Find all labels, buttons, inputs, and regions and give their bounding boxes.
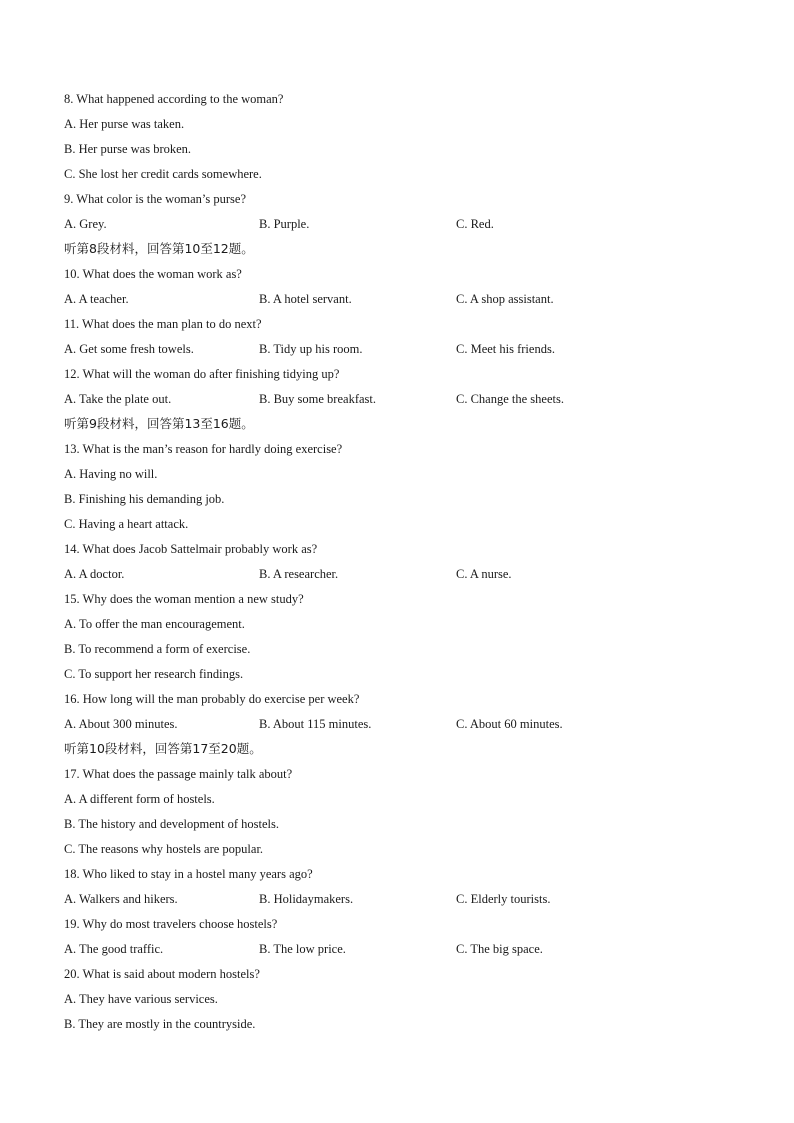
- question-10-option-a: A. A teacher.: [64, 292, 129, 306]
- question-16-option-a: A. About 300 minutes.: [64, 717, 178, 731]
- question-12-options: [64, 389, 744, 414]
- section-10-instruction: 听第10段材料，回答第17至20题。: [64, 741, 262, 756]
- question-16-option-c: C. About 60 minutes.: [456, 717, 563, 731]
- question-12-option-b: B. Buy some breakfast.: [259, 392, 376, 406]
- question-15-option-a: A. To offer the man encouragement.: [64, 617, 245, 631]
- question-11-option-b: B. Tidy up his room.: [259, 342, 363, 356]
- question-13: 13. What is the man’s reason for hardly doing exercise?: [64, 442, 343, 456]
- question-16: 16. How long will the man probably do exercise per week?: [64, 692, 360, 706]
- question-10-options: [64, 289, 744, 314]
- question-18-option-c: C. Elderly tourists.: [456, 892, 551, 906]
- question-11-option-a: A. Get some fresh towels.: [64, 342, 194, 356]
- question-14-option-a: A. A doctor.: [64, 567, 125, 581]
- question-14-options: [64, 564, 744, 589]
- question-13-option-b: B. Finishing his demanding job.: [64, 492, 225, 506]
- question-8-option-a: A. Her purse was taken.: [64, 117, 185, 131]
- question-18: 18. Who liked to stay in a hostel many years ago?: [64, 867, 313, 881]
- question-16-option-b: B. About 115 minutes.: [259, 717, 372, 731]
- question-13-option-a: A. Having no will.: [64, 467, 158, 481]
- question-9-option-a: A. Grey.: [64, 217, 107, 231]
- question-12: 12. What will the woman do after finishing tidying up?: [64, 367, 340, 381]
- question-19-option-b: B. The low price.: [259, 942, 346, 956]
- question-14-option-b: B. A researcher.: [259, 567, 339, 581]
- question-14-option-c: C. A nurse.: [456, 567, 512, 581]
- question-18-option-b: B. Holidaymakers.: [259, 892, 354, 906]
- question-10: 10. What does the woman work as?: [64, 267, 242, 281]
- question-20-option-b: B. They are mostly in the countryside.: [64, 1017, 256, 1031]
- question-9-options: [64, 214, 744, 239]
- question-15-option-c: C. To support her research findings.: [64, 667, 244, 681]
- question-17-option-a: A. A different form of hostels.: [64, 792, 215, 806]
- question-19-option-a: A. The good traffic.: [64, 942, 164, 956]
- question-8: 8. What happened according to the woman?: [64, 92, 284, 106]
- question-9: 9. What color is the woman’s purse?: [64, 192, 247, 206]
- question-9-option-b: B. Purple.: [259, 217, 310, 231]
- question-17: 17. What does the passage mainly talk about?: [64, 767, 293, 781]
- question-10-option-c: C. A shop assistant.: [456, 292, 554, 306]
- question-10-option-b: B. A hotel servant.: [259, 292, 352, 306]
- question-11: 11. What does the man plan to do next?: [64, 317, 262, 331]
- question-12-option-c: C. Change the sheets.: [456, 392, 564, 406]
- question-16-options: [64, 714, 744, 739]
- question-14: 14. What does Jacob Sattelmair probably work as?: [64, 542, 318, 556]
- question-12-option-a: A. Take the plate out.: [64, 392, 172, 406]
- question-11-options: [64, 339, 744, 364]
- listening-questions: [64, 89, 744, 1039]
- section-9-instruction: 听第9段材料，回答第13至16题。: [64, 416, 254, 431]
- question-18-options: [64, 889, 744, 914]
- question-19: 19. Why do most travelers choose hostels?: [64, 917, 278, 931]
- question-13-option-c: C. Having a heart attack.: [64, 517, 189, 531]
- question-19-options: [64, 939, 744, 964]
- question-20: 20. What is said about modern hostels?: [64, 967, 260, 981]
- section-8-instruction: 听第8段材料，回答第10至12题。: [64, 241, 254, 256]
- question-19-option-c: C. The big space.: [456, 942, 543, 956]
- question-8-option-b: B. Her purse was broken.: [64, 142, 192, 156]
- question-15: 15. Why does the woman mention a new study?: [64, 592, 304, 606]
- question-18-option-a: A. Walkers and hikers.: [64, 892, 178, 906]
- question-20-option-a: A. They have various services.: [64, 992, 218, 1006]
- question-8-option-c: C. She lost her credit cards somewhere.: [64, 167, 262, 181]
- question-17-option-c: C. The reasons why hostels are popular.: [64, 842, 264, 856]
- question-17-option-b: B. The history and development of hostels.: [64, 817, 280, 831]
- question-11-option-c: C. Meet his friends.: [456, 342, 555, 356]
- question-9-option-c: C. Red.: [456, 217, 494, 231]
- question-15-option-b: B. To recommend a form of exercise.: [64, 642, 251, 656]
